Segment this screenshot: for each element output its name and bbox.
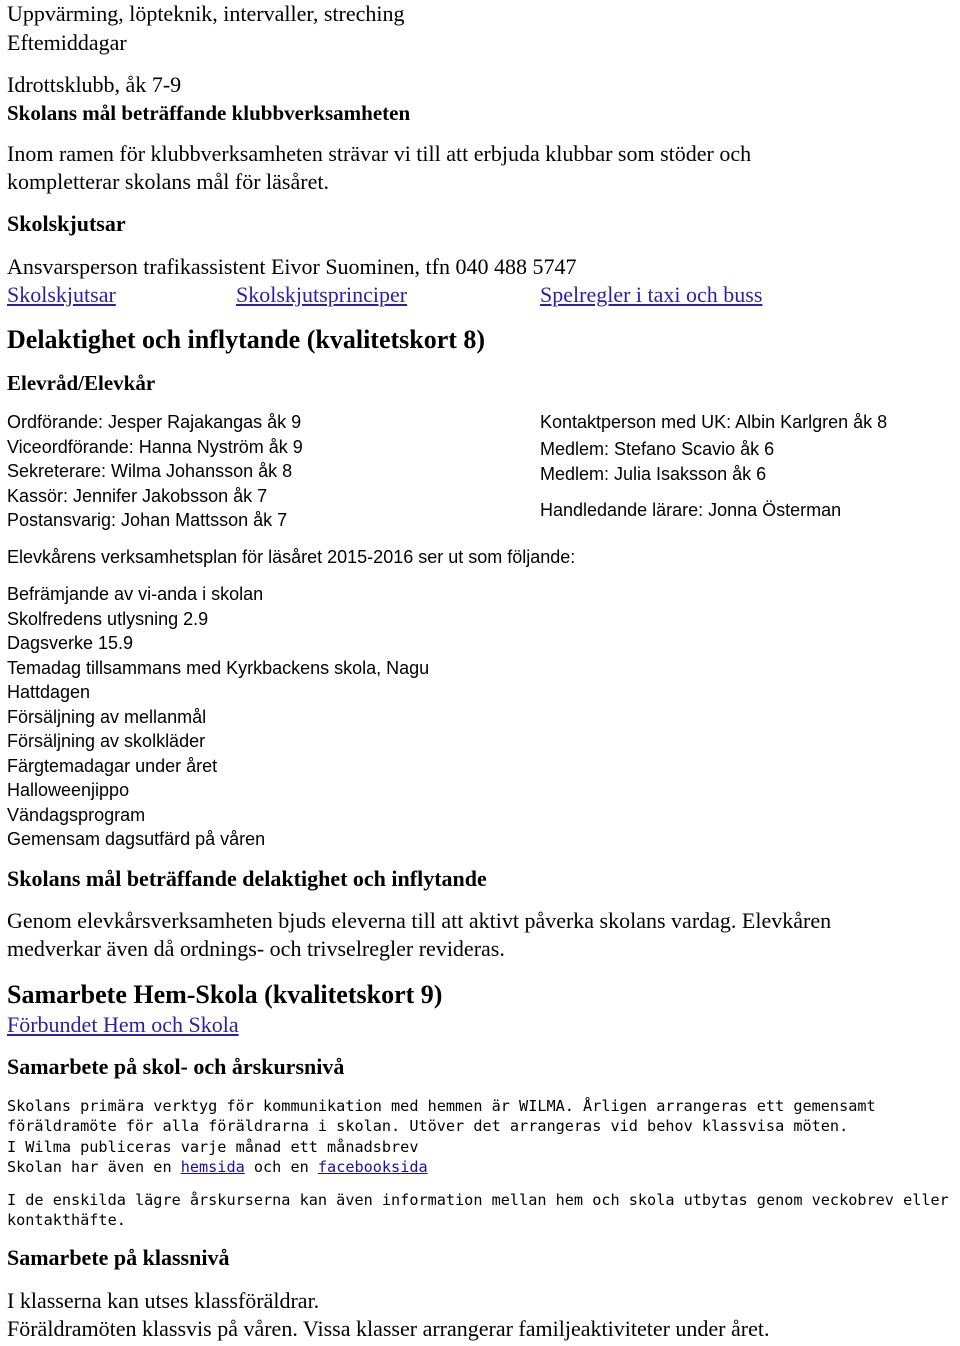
council-roles-left (7, 410, 303, 533)
grade-info-text-line-2: kontakthäfte. (7, 1211, 126, 1229)
council-role: Ordförande: Jesper Rajakangas åk 9 (7, 412, 302, 432)
class-level-heading: Samarbete på klassnivå (7, 1245, 230, 1270)
activity-description: Uppvärming, löpteknik, intervaller, streching (7, 1, 405, 26)
school-transport-link[interactable]: Skolskjutsar (7, 282, 116, 307)
council-role: Postansvarig: Johan Mattsson åk 7 (7, 510, 288, 530)
list-item: Skolfredens utlysning 2.9 (7, 608, 209, 629)
school-transport-contact: Ansvarsperson trafikassistent Eivor Suominen, tfn 040 488 5747 (7, 254, 577, 279)
home-school-association-link[interactable]: Förbundet Hem och Skola (7, 1012, 239, 1037)
taxi-bus-rules-link[interactable]: Spelregler i taxi och buss (540, 282, 763, 307)
class-level-text-line-1: I klasserna kan utses klassföräldrar. (7, 1288, 320, 1313)
list-item: Försäljning av skolkläder (7, 731, 206, 751)
class-level-text-line-2: Föräldramöten klassvis på våren. Vissa klasser arrangerar familjeaktiviteter under året. (7, 1316, 770, 1341)
club-title: Idrottsklubb, åk 7-9 (7, 72, 182, 97)
list-item: Färgtemadagar under året (7, 755, 218, 776)
council-teacher: Handledande lärare: Jonna Österman (540, 500, 842, 520)
activity-time: Eftemiddagar (7, 30, 127, 55)
list-item: Temadag tillsammans med Kyrkbackens skola, Nagu (7, 657, 430, 678)
student-council-heading: Elevråd/Elevkår (7, 371, 156, 395)
list-item: Dagsverke 15.9 (7, 633, 134, 653)
council-role: Kassör: Jennifer Jakobsson åk 7 (7, 485, 268, 506)
list-item: Befrämjande av vi-anda i skolan (7, 584, 264, 604)
school-transport-heading: Skolskjutsar (7, 211, 126, 236)
school-level-heading: Samarbete på skol- och årskursnivå (7, 1054, 345, 1079)
homepage-link[interactable]: hemsida (180, 1158, 245, 1176)
grade-info-text-line-1: I de enskilda lägre årskurserna kan även information mellan hem och skola utbytas genom veckobrev eller (7, 1191, 949, 1209)
home-school-heading: Samarbete Hem-Skola (kvalitetskort 9) (7, 980, 443, 1009)
list-item: Vändagsprogram (7, 804, 146, 825)
school-transport-principles-link[interactable]: Skolskjutsprinciper (236, 282, 408, 307)
participation-goal-text-line-2: medverkar även då ordnings- och trivselregler revideras. (7, 936, 505, 961)
council-role: Sekreterare: Wilma Johansson åk 8 (7, 461, 293, 481)
council-member: Medlem: Julia Isaksson åk 6 (540, 464, 767, 484)
council-role-contact: Kontaktperson med UK: Albin Karlgren åk 8 (540, 412, 888, 432)
activity-plan-list (7, 582, 429, 852)
activity-plan-intro: Elevkårens verksamhetsplan för läsåret 2015-2016 ser ut som följande: (7, 547, 576, 567)
participation-goal-heading: Skolans mål beträffande delaktighet och inflytande (7, 866, 487, 891)
school-level-text-line-4: Skolan har även en hemsida och en facebooksida (7, 1158, 428, 1176)
school-level-text-line-2: föräldramöte för alla föräldrarna i skolan. Utöver det arrangeras vid behov klassvisa möten. (7, 1117, 849, 1135)
school-level-text-line-3: I Wilma publiceras varje månad ett månadsbrev (7, 1138, 419, 1156)
list-item: Försäljning av mellanmål (7, 706, 207, 727)
participation-heading: Delaktighet och inflytande (kvalitetskort 8) (7, 325, 486, 354)
list-item: Gemensam dagsutfärd på våren (7, 829, 266, 849)
list-item: Hattdagen (7, 682, 91, 702)
council-member: Medlem: Stefano Scavio åk 6 (540, 439, 775, 459)
participation-goal-text-line-1: Genom elevkårsverksamheten bjuds eleverna till att aktivt påverka skolans vardag. Elevkåren (7, 908, 832, 933)
school-level-text-line-1: Skolans primära verktyg för kommunikation med hemmen är WILMA. Årligen arrangeras ett gemensamt (7, 1097, 876, 1115)
club-goal-text-line-1: Inom ramen för klubbverksamheten strävar vi till att erbjuda klubbar som stöder och (7, 141, 752, 166)
council-role: Viceordförande: Hanna Nyström åk 9 (7, 436, 303, 457)
facebook-page-link[interactable]: facebooksida (317, 1158, 428, 1176)
club-goal-text-line-2: kompletterar skolans mål för läsåret. (7, 169, 329, 194)
club-goal-heading: Skolans mål beträffande klubbverksamheten (7, 101, 411, 125)
list-item: Halloweenjippo (7, 780, 130, 800)
